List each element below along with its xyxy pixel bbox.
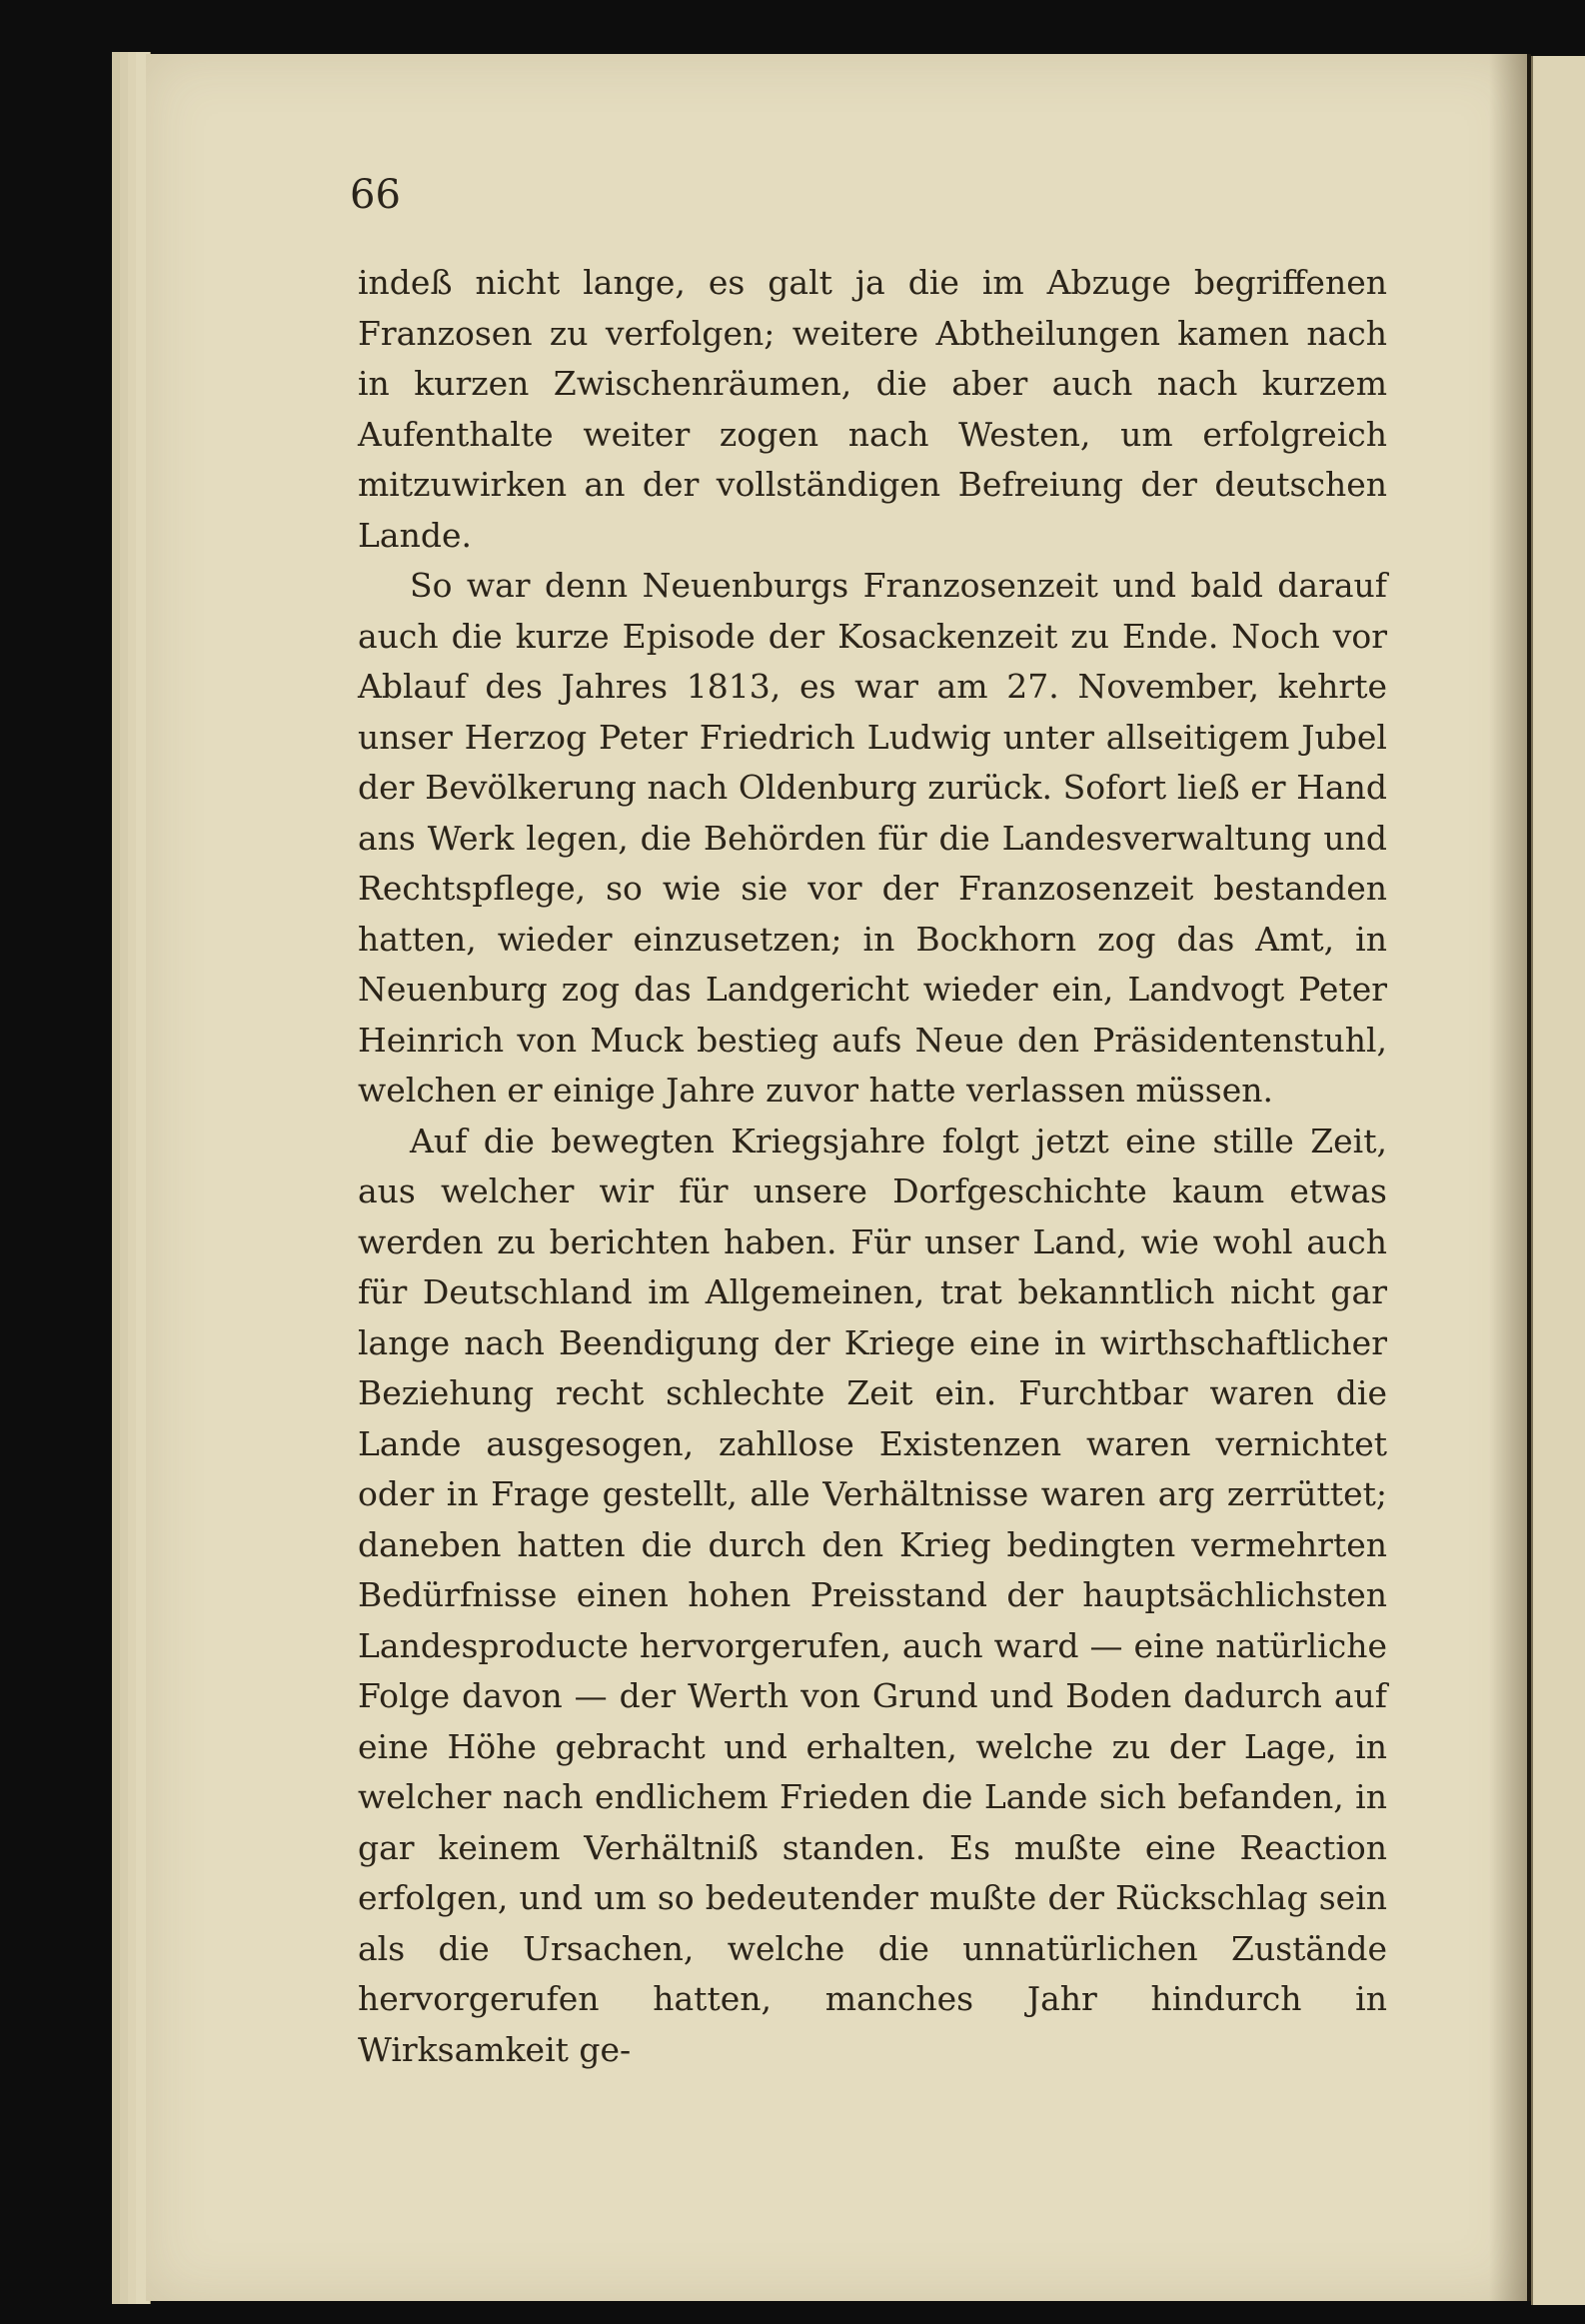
facing-page-edge: [1531, 56, 1585, 2305]
paragraph-1: indeß nicht lange, es galt ja die im Abzuge begriffenen Franzosen zu verfolgen; weitere Abtheilungen kamen nach in kurzen Zwischenräumen, die aber auch nach kurzem Aufenthalte weiter zogen nach Westen, um erfolgreich mitzuwirken an der vollständigen Befreiung der deutschen Lande.: [358, 263, 1387, 555]
gutter-shadow: [1489, 54, 1531, 2301]
paragraph-2: So war denn Neuenburgs Franzosenzeit und bald darauf auch die kurze Episode der Kosackenzeit zu Ende. Noch vor Ablauf des Jahres 1813, es war am 27. November, kehrte unser Herzog Peter Friedrich Ludwig unter allseitigem Jubel der Bevölkerung nach Oldenburg zurück. Sofort ließ er Hand ans Werk legen, die Behörden für die Landesverwaltung und Rechtspflege, so wie sie vor der Franzosenzeit bestanden hatten, wieder einzusetzen; in Bockhorn zog das Amt, in Neuenburg zog das Landgericht wieder ein, Landvogt Peter Heinrich von Muck bestieg aufs Neue den Präsidentenstuhl, welchen er einige Jahre zuvor hatte verlassen müssen.: [358, 566, 1387, 1110]
paragraph-3: Auf die bewegten Kriegsjahre folgt jetzt eine stille Zeit, aus welcher wir für unsere Dorfgeschichte kaum etwas werden zu berichten haben. Für unser Land, wie wohl auch für Deutschland im Allgemeinen, trat bekanntlich nicht gar lange nach Beendigung der Kriege eine in wirthschaftlicher Beziehung recht schlechte Zeit ein. Furchtbar waren die Lande ausgesogen, zahllose Existenzen waren vernichtet oder in Frage gestellt, alle Verhältnisse waren arg zerrüttet; daneben hatten die durch den Krieg bedingten vermehrten Bedürfnisse einen hohen Preisstand der hauptsächlichsten Landesproducte hervorgerufen, auch ward — eine natürliche Folge davon — der Werth von Grund und Boden dadurch auf eine Höhe gebracht und erhalten, welche zu der Lage, in welcher nach endlichem Frieden die Lande sich befanden, in gar keinem Verhältniß standen. Es mußte eine Reaction erfolgen, und um so bedeutender mußte der Rückschlag sein als die Ursachen, welche die unnatürlichen Zustände hervorgerufen hatten, manches Jahr hindurch in Wirksamkeit ge-: [358, 1121, 1387, 2069]
page-number: 66: [350, 172, 401, 218]
body-text: [358, 258, 1387, 2075]
